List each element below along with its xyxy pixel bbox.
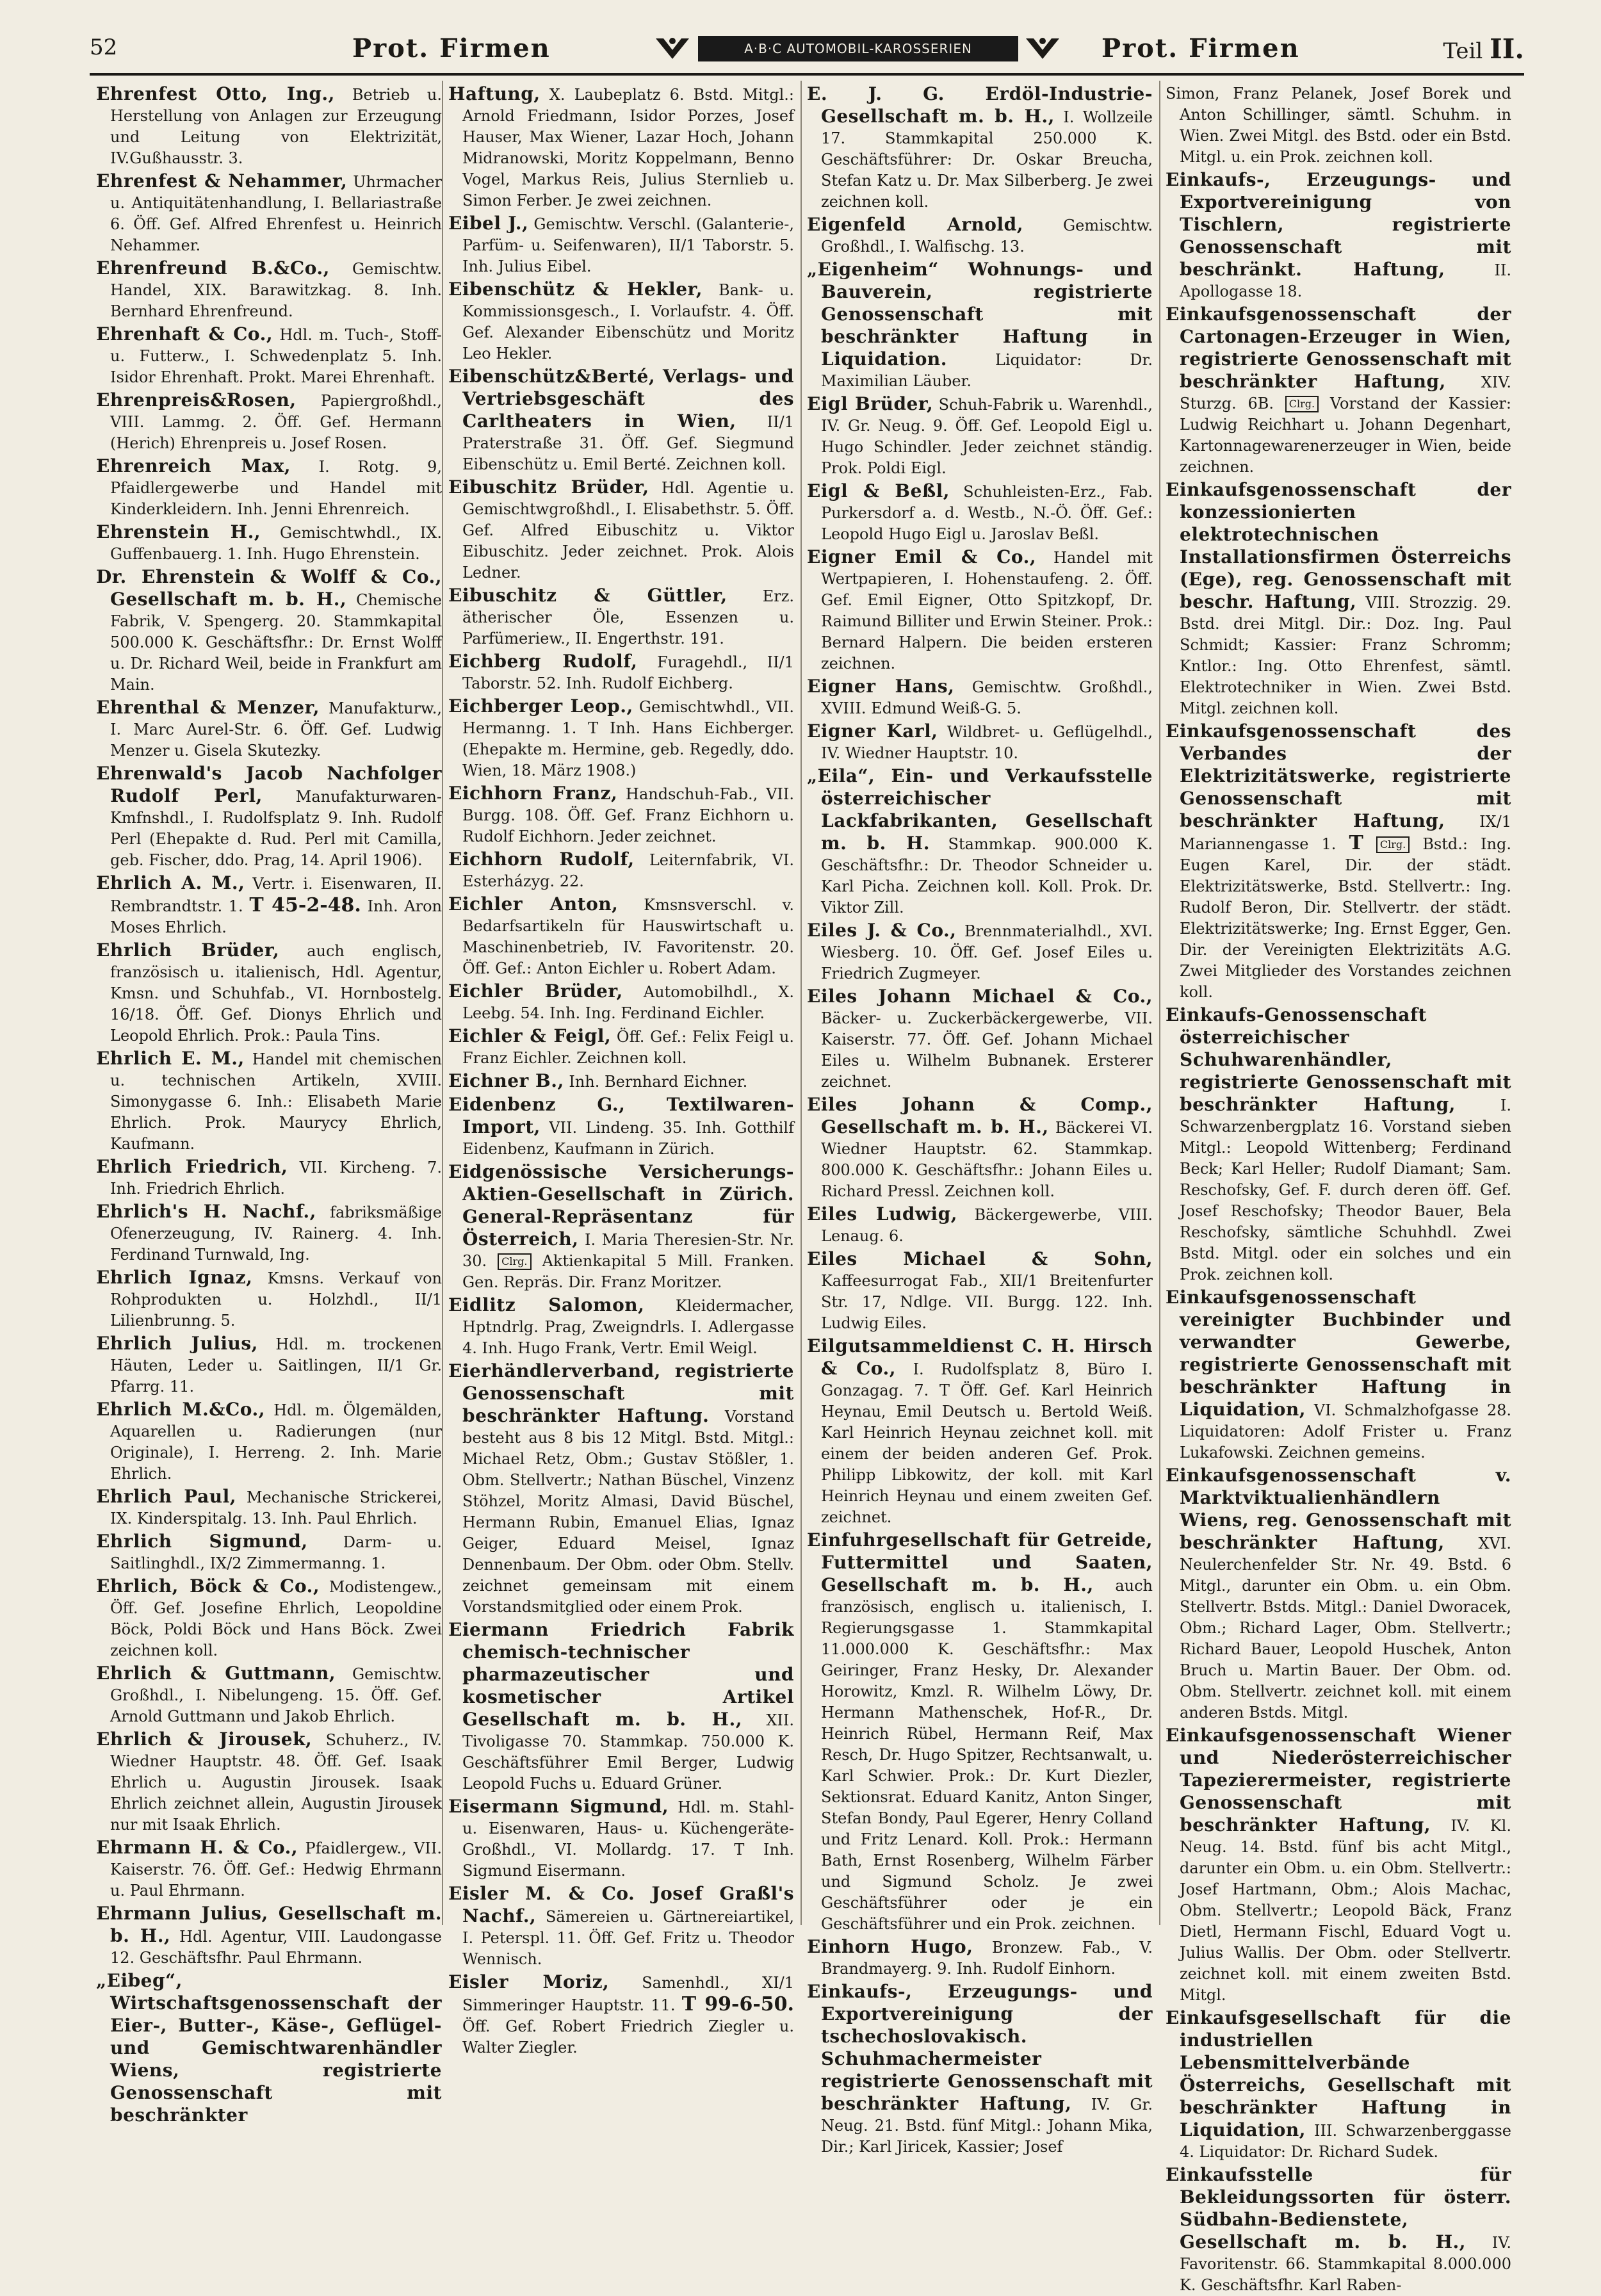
entry-text: Hdl. m. Stahl- u. Eisenwaren, Haus- u. Küchengeräte-Großhdl., VI. Mollardg. 17. T Inh. Sigmund Eisermann. xyxy=(462,1798,794,1880)
entry-text: Bäckergewerbe, VIII. Lenaug. 6. xyxy=(821,1206,1153,1245)
entry-text: XII. Tivoligasse 70. Stammkap. 750.000 K. Geschäftsführer Emil Berger, Ludwig Leopold Fuchs u. Eduard Grüner. xyxy=(462,1711,794,1793)
entry-text: Hdl. m. Tuch-, Stoff- u. Futterw., I. Schwedenplatz 5. Inh. Isidor Ehrenhaft. Prokt. Marei Ehrenhaft. xyxy=(110,326,442,386)
directory-entry xyxy=(807,83,1153,213)
entry-text: Papiergroßhdl., VIII. Lammg. 2. Öff. Gef. Hermann (Herich) Ehrenpreis u. Josef Rosen. xyxy=(110,392,442,452)
firm-name: Einkaufs-, Erzeugungs- und Exportvereinigung von Tischlern, registrierte Genossenschaft mit beschränkt. Haftung, xyxy=(1166,169,1511,280)
directory-entry xyxy=(807,765,1153,918)
running-title-left: Prot. Firmen xyxy=(352,33,551,63)
firm-name: Einkaufsgenossenschaft der Cartonagen-Erzeuger in Wien, registrierte Genossenschaft mit beschränkter Haftung, xyxy=(1166,304,1511,392)
firm-name: Einkaufsgenossenschaft v. Marktviktualienhändlern Wiens, reg. Genossenschaft mit beschränkter Haftung, xyxy=(1166,1465,1511,1553)
directory-entry xyxy=(96,940,442,1046)
directory-entry xyxy=(96,1531,442,1574)
advertisement-banner xyxy=(653,33,1063,64)
firm-name: Eichberg Rudolf, xyxy=(448,651,638,672)
directory-entry xyxy=(96,1663,442,1727)
firm-name: Eigl Brüder, xyxy=(807,393,934,414)
entry-text: II. Apollogasse 18. xyxy=(1180,261,1511,300)
entry-text: I. Schwarzenbergplatz 16. Vorstand sieben Mitgl.: Leopold Wittenberg; Ferdinand Beck; Karl Heller; Rudolf Diamant; Sam. Reschofsky, Gef. F. durch deren öff. Gef. Josef Reschofsky; Theodor Bauer, Bela Reschofsky, sämtliche Schuhhdl. Zwei Bstd. Mitgl. oder ein solches und ein Prok. zeichnen koll. xyxy=(1180,1096,1511,1283)
entry-text: XIV. Sturzg. 6B. xyxy=(1180,373,1511,412)
entry-text: Simon, Franz Pelanek, Josef Borek und Anton Schillinger, sämtl. Schuhm. in Wien. Zwei Mitgl. des Bstd. oder ein Bstd. Mitgl. u. ein Prok. zeichnen koll. xyxy=(1166,85,1511,166)
part-label: Teil II. xyxy=(1443,33,1524,65)
firm-name: Eidenbenz G., Textilwaren-Import, xyxy=(448,1094,794,1137)
entry-text: Handel mit Wertpapieren, I. Hohenstaufeng. 2. Öff. Gef. Emil Eigner, Otto Spitzkopf, Dr. Raimund Billiter und Erwin Steiner. Prok.: Bernard Halpern. Die beiden ersteren zeichnen. xyxy=(821,549,1153,672)
firm-name: Eigner Karl, xyxy=(807,721,938,742)
firm-name: Ehrlich Brüder, xyxy=(96,940,280,961)
page-number: 52 xyxy=(90,35,118,60)
entry-text: Bäckerei VI. Wiedner Hauptstr. 62. Stammkap. 800.000 K. Geschäftsfhr.: Johann Eiles u. Richard Pressl. Zeichnen koll. xyxy=(821,1119,1153,1200)
entry-text: Inh. Bernhard Eichner. xyxy=(569,1073,748,1091)
entry-text: Hdl. Agentie u. Gemischtwgroßhdl., I. Elisabethstr. 5. Öff. Gef. Alfred Eibuschitz u. Viktor Eibuschitz. Jeder zeichnet. Prok. Alois Ledner. xyxy=(462,479,794,582)
directory-entry xyxy=(807,259,1153,392)
entry-text: Öff. Gef.: Felix Feigl u. Franz Eichler. Zeichnen koll. xyxy=(462,1028,794,1067)
firm-name: Eichler Anton, xyxy=(448,893,619,915)
entry-text: I. Maria Theresien-Str. Nr. 30. xyxy=(462,1231,794,1270)
directory-entry xyxy=(96,1837,442,1901)
directory-entry xyxy=(96,1333,442,1397)
entry-text: Aktienkapital 5 Mill. Franken. Gen. Repräs. Dir. Franz Moritzer. xyxy=(462,1252,794,1291)
firm-name: Einkaufsgenossenschaft vereinigter Buchbinder und verwandter Gewerbe, registrierte Genossenschaft mit beschränkter Haftung in Liquidation, xyxy=(1166,1287,1511,1420)
entry-text: I. Wollzeile 17. Stammkapital 250.000 K. Geschäftsführer: Dr. Oskar Breucha, Stefan Katz u. Dr. Max Silberberg. Je zwei zeichnen koll. xyxy=(821,108,1153,211)
entry-text: Handel mit chemischen u. technischen Artikeln, XVIII. Simonygasse 6. Inh.: Elisabeth Marie Ehrlich. Prok. Maurycy Ehrlich, Kaufmann. xyxy=(110,1050,442,1153)
firm-name: Eiles Ludwig, xyxy=(807,1203,957,1225)
directory-entry xyxy=(1166,479,1511,719)
entry-text: Vorstand besteht aus 8 bis 12 Mitgl. Bstd. Mitgl.: Michael Retz, Obm.; Gustav Stößler, 1. Obm. Stellvertr.; Nathan Büschel, Vinzenz Stöhzel, Moritz Almasi, David Büschel, Hermann Rubin, Emanuel Elias, Ignaz Geiger, Eduard Meisel, Ignaz Dennenbaum. Der Obm. oder Obm. Stellv. zeichnet gemeinsam mit einem Vorstandsmitglied oder einem Prok. xyxy=(462,1408,794,1616)
firm-name: Haftung, xyxy=(448,83,540,104)
entry-text: I. Rudolfsplatz 8, Büro I. Gonzagag. 7. T Öff. Gef. Karl Heinrich Heynau, Emil Deutsch u. Bertold Weiß. Karl Heinrich Heynau zeichnet koll. mit einem der beiden anderen Gef. Prok. Philipp Libkowitz, der koll. mit Karl Heinrich Heynau und einem zweiten Gef. zeichnet. xyxy=(821,1360,1153,1526)
firm-name: Einkaufsgenossenschaft der konzessionierten elektrotechnischen Installationsfirmen Österreichs (Ege), reg. Genossenschaft mit beschr. Haftung, xyxy=(1166,479,1511,612)
entry-text: Wildbret- u. Geflügelhdl., IV. Wiedner Hauptstr. 10. xyxy=(821,723,1153,762)
directory-entry xyxy=(1166,1465,1511,1723)
firm-name: Ehrlich's H. Nachf., xyxy=(96,1201,316,1222)
entry-text: Schuh-Fabrik u. Warenhdl., IV. Gr. Neug. 9. Öff. Gef. Leopold Eigl u. Hugo Schindler. Jeder zeichnet ständig. Prok. Poldi Eigl. xyxy=(821,396,1153,477)
entry-text: Vertr. i. Eisenwaren, II. Rembrandtstr. 1. xyxy=(110,875,442,915)
firm-name: Eiles Michael & Sohn, xyxy=(807,1248,1153,1269)
firm-name: Eiles Johann Michael & Co., xyxy=(807,986,1153,1007)
entry-text: Leiternfabrik, VI. Esterházyg. 22. xyxy=(462,851,794,890)
directory-entry xyxy=(807,1936,1153,1980)
entry-text: Modistengew., Öff. Gef. Josefine Ehrlich, Leopoldine Böck, Poldi Böck und Hans Böck. Zwei zeichnen koll. xyxy=(110,1578,442,1659)
directory-entry xyxy=(96,83,442,169)
directory-entry xyxy=(448,279,794,364)
entry-text: Mechanische Strickerei, IX. Kinderspitalg. 13. Inh. Paul Ehrlich. xyxy=(110,1488,442,1527)
directory-entry xyxy=(96,1729,442,1836)
entry-text: Gemischtw. Großhdl., I. Walfischg. 13. xyxy=(821,216,1153,256)
firm-name: Eibuschitz Brüder, xyxy=(448,476,649,498)
entry-text: IV. Kl. Neug. 14. Bstd. fünf bis acht Mitgl., darunter ein Obm. u. ein Obm. Stellvertr.: Josef Hartmann, Obm.; Alois Machac, Obm. Stellvertr.; Leopold Bäck, Franz Dietl, Hermann Fischl, Eduard Vogt u. Julius Wallis. Der Obm. oder Stellvertr. zeichnet koll. mit einem zweiten Bstd. Mitgl. xyxy=(1180,1817,1511,2004)
register-badge: Clrg. xyxy=(1376,836,1410,853)
entry-text: Kmsnsverschl. v. Bedarfsartikeln für Hauswirtschaft u. Maschinenbetrieb, IV. Favoritenstr. 20. Öff. Gef.: Anton Eichler u. Robert Adam. xyxy=(462,896,794,977)
entry-text: Betrieb u. Herstellung von Anlagen zur Erzeugung und Leitung von Elektrizität, IV.Gußhausstr. 3. xyxy=(110,86,442,167)
entry-text: Bäcker- u. Zuckerbäckergewerbe, VII. Kaiserstr. 77. Öff. Gef. Johann Michael Eiles u. Wilhelm Bubnanek. Ersterer zeichnet. xyxy=(821,1009,1153,1091)
directory-entry xyxy=(448,893,794,979)
entry-text: auch englisch, französisch u. italienisch, Hdl. Agentur, Kmsn. und Schuhfab., VI. Hornbostelg. 16/18. Öff. Gef. Dionys Ehrlich und Leopold Ehrlich. Prok.: Paula Tins. xyxy=(110,942,442,1045)
directory-entry xyxy=(96,323,442,388)
entry-text: Gemischtw. Großhdl., I. Nibelungeng. 15. Öff. Gef. Arnold Guttmann und Jakob Ehrlich. xyxy=(110,1665,442,1725)
entry-text: Automobilhdl., X. Leebg. 54. Inh. Ing. Ferdinand Eichler. xyxy=(462,983,794,1022)
directory-entry xyxy=(807,986,1153,1093)
firm-name: Ehrlich Paul, xyxy=(96,1486,236,1507)
firm-name: Ehrenthal & Menzer, xyxy=(96,697,320,718)
firm-name: Ehrenfest Otto, Ing., xyxy=(96,83,335,104)
directory-entry xyxy=(807,676,1153,719)
firm-name: E. J. G. Erdöl-Industrie-Gesellschaft m. b. H., xyxy=(807,83,1153,127)
column-divider xyxy=(800,81,802,1925)
entry-text: Samenhdl., XI/1 Simmeringer Hauptstr. 11. xyxy=(462,1974,794,2014)
column-divider xyxy=(1159,81,1160,1925)
firm-name: Eichberger Leop., xyxy=(448,696,633,717)
directory-entry xyxy=(807,721,1153,764)
firm-name: Eichner B., xyxy=(448,1070,564,1091)
directory-entry xyxy=(1166,169,1511,302)
entry-text: Schuhleisten-Erz., Fab. Purkersdorf a. d. Westb., N.-Ö. Öff. Gef.: Leopold Hugo Eigl u. Jaroslav Beßl. xyxy=(821,483,1153,543)
directory-entry xyxy=(96,1399,442,1485)
entry-text: X. Laubeplatz 6. Bstd. Mitgl.: Arnold Friedmann, Isidor Porzes, Josef Hauser, Max Wiener, Lazar Hoch, Johann Midranowski, Moritz Koppelmann, Benno Vogel, Markus Reis, Julius Sternlieb u. Simon Ferber. Je zwei zeichnen. xyxy=(462,86,794,209)
telephone-number: T xyxy=(1349,832,1363,854)
firm-name: „Eila“, Ein- und Verkaufsstelle österreichischer Lackfabrikanten, Gesellschaft m. b. H. xyxy=(807,765,1153,854)
firm-name: Eilgutsammeldienst C. H. Hirsch & Co., xyxy=(807,1335,1153,1379)
directory-entry xyxy=(1166,83,1511,168)
directory-entry xyxy=(96,1048,442,1155)
entry-text: IV. Favoritenstr. 66. Stammkapital 8.000.000 K. Geschäftsfhr. Karl Raben- xyxy=(1180,2234,1511,2294)
firm-name: Eisermann Sigmund, xyxy=(448,1796,669,1817)
entry-text: Chemische Fabrik, V. Spengerg. 20. Stammkapital 500.000 K. Geschäftsfhr.: Dr. Ernst Wolff u. Dr. Richard Weil, beide in Frankfurt am Main. xyxy=(110,591,442,694)
directory-entry xyxy=(448,1025,794,1069)
register-badge: Clrg. xyxy=(1285,396,1319,412)
firm-name: Einkaufsstelle für Bekleidungssorten für österr. Südbahn-Bedienstete, Gesellschaft m. b. H., xyxy=(1166,2164,1511,2252)
entry-text: Kmsns. Verkauf von Rohprodukten u. Holzhdl., II/1 Lilienbrunng. 5. xyxy=(110,1269,442,1330)
directory-entry xyxy=(1166,304,1511,478)
directory-entry xyxy=(96,566,442,696)
entry-text: II/1 Praterstraße 31. Öff. Gef. Siegmund Eibenschütz u. Emil Berté. Zeichnen koll. xyxy=(462,413,794,473)
directory-entry xyxy=(96,1970,442,2127)
firm-name: Ehrlich M.&Co., xyxy=(96,1399,265,1420)
entry-text: Gemischtw. Handel, XIX. Barawitzkag. 8. Inh. Bernhard Ehrenfreund. xyxy=(110,260,442,320)
entry-text: Brennmaterialhdl., XVI. Wiesberg. 10. Öff. Gef. Josef Eiles u. Friedrich Zugmeyer. xyxy=(821,922,1153,982)
entry-text: Inh. Aron Moses Ehrlich. xyxy=(110,897,442,936)
firm-name: Einkaufsgenossenschaft des Verbandes der Elektrizitätswerke, registrierte Genossenschaft mit beschränkter Haftung, xyxy=(1166,721,1511,831)
directory-entry xyxy=(1166,1287,1511,1463)
firm-name: Ehrlich Ignaz, xyxy=(96,1267,253,1288)
firm-name: Einkaufsgenossenschaft Wiener und Niederösterreichischer Tapezierermeister, registrierte Genossenschaft mit beschränkter Haftung, xyxy=(1166,1725,1511,1836)
directory-entry xyxy=(1166,1004,1511,1285)
firm-name: Eidgenössische Versicherungs-Aktien-Gesellschaft in Zürich. General-Repräsentanz für Österreich, xyxy=(448,1161,794,1250)
entry-text: Gemischtwhdl., IX. Guffenbauerg. 1. Inh. Hugo Ehrenstein. xyxy=(110,524,442,563)
entry-text: IV. Gr. Neug. 21. Bstd. fünf Mitgl.: Johann Mika, Dir.; Karl Jiricek, Kassier; Josef xyxy=(821,2096,1153,2156)
entry-text: auch französisch, englisch u. italienisch, I. Regierungsgasse 1. Stammkapital 11.000.000 K. Geschäftsfhr.: Max Geiringer, Franz Hesky, Dr. Alexander Horowitz, Kmzl. R. Wilhelm Löwy, Dr. Hermann Mathenschek, Hof-R., Dr. Heinrich Rübel, Hermann Reif, Max Resch, Dr. Hugo Spitzer, Rechtsanwalt, u. Karl Schwier. Prok.: Dr. Kurt Diezler, Sektionsrat. Eduard Kanitz, Anton Singer, Stefan Bondy, Paul Egerer, Henry Colland und Fritz Lenard. Koll. Prok.: Hermann Bath, Ernst Rosenberg, Wilhelm Färber und Sigmund Scholz. Je zwei Geschäftsführer oder je ein Geschäftsführer und ein Prok. zeichnen. xyxy=(821,1577,1153,1933)
firm-name: Eibuschitz & Güttler, xyxy=(448,585,727,606)
firm-name: Eidlitz Salomon, xyxy=(448,1294,645,1315)
firm-name: Ehrmann H. & Co., xyxy=(96,1837,298,1858)
entry-text: VII. Lindeng. 35. Inh. Gotthilf Eidenbenz, Kaufmann in Zürich. xyxy=(462,1119,794,1158)
firm-name: Ehrenwald's Jacob Nachfolger Rudolf Perl, xyxy=(96,763,442,806)
directory-entry xyxy=(807,1203,1153,1247)
directory-entry xyxy=(96,1201,442,1266)
entry-text: Gemischtw. Verschl. (Galanterie-, Parfüm- u. Seifenwaren), II/1 Taborstr. 5. Inh. Julius Eibel. xyxy=(462,215,794,275)
directory-entry xyxy=(448,651,794,694)
entry-text: Erz. ätherischer Öle, Essenzen u. Parfümeriew., II. Engerthstr. 191. xyxy=(462,587,794,647)
directory-entry xyxy=(448,1883,794,1970)
entry-text: III. Schwarzenberggasse 4. Liquidator: Dr. Richard Sudek. xyxy=(1180,2122,1511,2161)
firm-name: Eichhorn Franz, xyxy=(448,783,618,804)
entry-text: Kleidermacher, Hptndrlg. Prag, Zweigndrls. I. Adlergasse 4. Inh. Hugo Frank, Vertr. Emil Weigl. xyxy=(462,1297,794,1357)
entry-text: Handschuh-Fab., VII. Burgg. 108. Öff. Gef. Franz Eichhorn u. Rudolf Eichhorn. Jeder zeichnet. xyxy=(462,785,794,845)
entry-text: Vorstand der Kassier: Ludwig Reichhart u. Johann Degenhart, Kartonnagewarenerzeuger in Wien, beide zeichnen. xyxy=(1180,395,1511,476)
entry-text: Sämereien u. Gärtnereiartikel, I. Peterspl. 11. Öff. Gef. Fritz u. Theodor Wennisch. xyxy=(462,1908,794,1968)
directory-entry xyxy=(96,257,442,322)
entry-text: VI. Schmalzhofgasse 28. Liquidatoren: Adolf Frister u. Franz Lukafowski. Zeichnen gemeins. xyxy=(1180,1401,1511,1461)
firm-name: Ehrenfreund B.&Co., xyxy=(96,257,330,279)
firm-name: Eichler & Feigl, xyxy=(448,1025,612,1046)
firm-name: „Eigenheim“ Wohnungs- und Bauverein, registrierte Genossenschaft mit beschränkter Haftung in Liquidation. xyxy=(807,259,1153,370)
directory-entry xyxy=(448,1161,794,1293)
firm-name: Eibel J., xyxy=(448,213,529,234)
entry-text: Kaffeesurrogat Fab., XII/1 Breitenfurter Str. 17, Ndlge. VII. Burgg. 122. Inh. Ludwig Eiles. xyxy=(821,1272,1153,1332)
entry-text: VIII. Strozzig. 29. Bstd. drei Mitgl. Dir.: Doz. Ing. Paul Schmidt; Kassier: Franz Schromm; Kntlor.: Ing. Otto Ehrenfest, sämtl. Elektrotechniker in Wien. Zwei Bstd. Mitgl. zeichnen koll. xyxy=(1180,594,1512,717)
entry-text: Bstd.: Ing. Eugen Karel, Dir. der städt. Elektrizitätswerke, Bstd. Stellvertr.: Ing. Rudolf Beron, Dir. Stellvertr. der städt. Elektrizitätswerke; Ing. Ernst Egger, Gen. Dir. der Vereinigten Elektrizitäts A.G. Zwei Mitglieder des Vorstandes zeichnen koll. xyxy=(1180,835,1511,1001)
entry-text: XVI. Neulerchenfelder Str. Nr. 49. Bstd. 6 Mitgl., darunter ein Obm. u. ein Obm. Stellvertr. Bstds. Mitgl.: Daniel Dworacek, Obm.; Richard Lager, Obm. Stellvertr.; Richard Bauer, Leopold Huschek, Anton Bruch u. Martin Bauer. Der Obm. od. Obm. Stellvertr. zeichnet koll. mit einem anderen Bstds. Mitgl. xyxy=(1180,1535,1511,1722)
directory-entry xyxy=(448,1619,794,1795)
entry-text: Liquidator: Dr. Maximilian Läuber. xyxy=(821,351,1153,390)
page-header xyxy=(90,32,1524,68)
directory-entry xyxy=(807,1248,1153,1334)
firm-name: Ehrlich & Guttmann, xyxy=(96,1663,336,1684)
text-column-2 xyxy=(448,83,794,2056)
entry-text: Öff. Gef. Robert Friedrich Ziegler u. Walter Ziegler. xyxy=(462,2017,794,2056)
directory-entry xyxy=(448,783,794,847)
directory-entry xyxy=(448,696,794,781)
firm-name: Eigenfeld Arnold, xyxy=(807,214,1023,235)
directory-entry xyxy=(448,83,794,211)
firm-name: Eichler Brüder, xyxy=(448,981,623,1002)
firm-name: Ehrenpreis&Rosen, xyxy=(96,389,297,411)
directory-entry xyxy=(96,872,442,938)
directory-entry xyxy=(448,981,794,1024)
firm-name: Eiles J. & Co., xyxy=(807,920,957,941)
firm-name: Ehrlich A. M., xyxy=(96,872,245,893)
entry-text: Gemischtw. Großhdl., XVIII. Edmund Weiß-G. 5. xyxy=(821,678,1153,717)
entry-text: Uhrmacher u. Antiquitätenhandlung, I. Bellariastraße 6. Öff. Gef. Alfred Ehrenfest u. Heinrich Nehammer. xyxy=(110,173,442,254)
firm-name: Eichhorn Rudolf, xyxy=(448,849,635,870)
firm-name: Einhorn Hugo, xyxy=(807,1936,973,1957)
firm-name: Ehrlich E. M., xyxy=(96,1048,245,1069)
running-title-right: Prot. Firmen xyxy=(1101,33,1300,63)
entry-text: Stammkap. 900.000 K. Geschäftsfhr.: Dr. Theodor Schneider u. Karl Picha. Zeichnen koll. Koll. Prok. Dr. Viktor Zill. xyxy=(821,835,1153,916)
directory-entry xyxy=(1166,2007,1511,2163)
directory-entry xyxy=(448,1070,794,1093)
entry-text: fabriksmäßige Ofenerzeugung, IV. Rainerg. 4. Inh. Ferdinand Turnwald, Ing. xyxy=(110,1203,442,1264)
firm-name: Einkaufs-Genossenschaft österreichischer Schuhwarenhändler, registrierte Genossenschaft mit beschränkter Haftung, xyxy=(1166,1004,1511,1115)
header-rule xyxy=(90,73,1524,76)
firm-name: Eiles Johann & Comp., Gesellschaft m. b. H., xyxy=(807,1094,1153,1137)
directory-entry xyxy=(807,1981,1153,2158)
entry-text: Bank- u. Kommissionsgesch., I. Vorlaufstr. 4. Öff. Gef. Alexander Eibenschütz und Moritz Leo Hekler. xyxy=(462,281,794,362)
directory-entry xyxy=(448,1796,794,1882)
entry-text: I. Rotg. 9, Pfaidlergewerbe und Handel mit Kinderkleidern. Inh. Jenni Ehrenreich. xyxy=(110,458,442,518)
directory-entry xyxy=(96,1156,442,1200)
entry-text: Gemischtwhdl., VII. Hermanng. 1. T Inh. Hans Eichberger. (Ehepakte m. Hermine, geb. Regedly, ddo. Wien, 18. März 1908.) xyxy=(462,698,794,779)
firm-name: Eiermann Friedrich Fabrik chemisch-technischer pharmazeutischer und kosmetischer Artikel Gesellschaft m. b. H., xyxy=(448,1619,794,1730)
emblem-icon xyxy=(653,33,693,64)
entry-text: IX/1 Mariannengasse 1. xyxy=(1180,813,1511,853)
directory-entry xyxy=(96,389,442,454)
directory-entry xyxy=(448,849,794,892)
firm-name: Ehrlich & Jirousek, xyxy=(96,1729,313,1750)
directory-entry xyxy=(96,1575,442,1661)
entry-text: Furagehdl., II/1 Taborstr. 52. Inh. Rudolf Eichberg. xyxy=(462,653,794,692)
directory-entry xyxy=(96,1903,442,1969)
entry-text: Manufakturw., I. Marc Aurel-Str. 6. Öff. Gef. Ludwig Menzer u. Gisela Skutezky. xyxy=(110,699,442,760)
directory-entry xyxy=(96,1267,442,1331)
directory-entry xyxy=(96,1486,442,1529)
firm-name: Ehrlich Sigmund, xyxy=(96,1531,308,1552)
directory-entry xyxy=(1166,1725,1511,2006)
emblem-icon xyxy=(1023,33,1063,64)
firm-name: Ehrenreich Max, xyxy=(96,455,291,476)
firm-name: Ehrlich Julius, xyxy=(96,1333,258,1354)
directory-entry xyxy=(807,920,1153,984)
directory-entry xyxy=(807,1529,1153,1935)
telephone-number: T 45-2-48. xyxy=(249,894,361,916)
directory-entry xyxy=(807,1094,1153,1202)
register-badge: Clrg. xyxy=(498,1253,531,1270)
directory-entry xyxy=(96,763,442,871)
column-divider xyxy=(442,81,443,1925)
firm-name: Einkaufsgesellschaft für die industriellen Lebensmittelverbände Österreichs, Gesellschaft mit beschränkter Haftung in Liquidation, xyxy=(1166,2007,1511,2140)
directory-entry xyxy=(807,546,1153,674)
firm-name: Eisler Moriz, xyxy=(448,1971,610,1992)
directory-entry xyxy=(807,393,1153,479)
directory-entry xyxy=(448,366,794,475)
directory-entry xyxy=(448,1294,794,1359)
firm-name: „Eibeg“, Wirtschaftsgenossenschaft der Eier-, Butter-, Käse-, Geflügel- und Gemischtwarenhändler Wiens, registrierte Genossenschaft mit beschränkter xyxy=(96,1970,442,2126)
firm-name: Ehrenstein H., xyxy=(96,521,261,542)
text-column-4 xyxy=(1166,83,1512,2294)
directory-entry xyxy=(448,1094,794,1160)
firm-name: Eigl & Beßl, xyxy=(807,480,950,501)
directory-entry xyxy=(448,1360,794,1618)
entry-text: Pfaidlergew., VII. Kaiserstr. 76. Öff. Gef.: Hedwig Ehrmann u. Paul Ehrmann. xyxy=(110,1839,442,1900)
directory-entry xyxy=(448,213,794,277)
firm-name: Ehrmann Julius, Gesellschaft m. b. H., xyxy=(96,1903,442,1946)
firm-name: Ehrenhaft & Co., xyxy=(96,323,273,345)
firm-name: Dr. Ehrenstein & Wolff & Co., Gesellschaft m. b. H., xyxy=(96,566,442,610)
directory-entry xyxy=(448,1971,794,2058)
entry-text: Bronzew. Fab., V. Brandmayerg. 9. Inh. Rudolf Einhorn. xyxy=(821,1939,1153,1978)
text-column-3 xyxy=(807,83,1153,2156)
banner-text: A·B·C AUTOMOBIL-KAROSSERIEN xyxy=(698,36,1018,61)
firm-name: Eibenschütz&Berté, Verlags- und Vertriebsgeschäft des Carltheaters in Wien, xyxy=(448,366,794,432)
firm-name: Eigner Emil & Co., xyxy=(807,546,1037,567)
directory-entry xyxy=(1166,2164,1511,2296)
entry-text: Hdl. Agentur, VIII. Laudongasse 12. Geschäftsfhr. Paul Ehrmann. xyxy=(110,1928,442,1967)
firm-name: Eigner Hans, xyxy=(807,676,955,697)
directory-entry xyxy=(96,170,442,256)
directory-entry xyxy=(96,521,442,565)
firm-name: Ehrlich Friedrich, xyxy=(96,1156,288,1177)
telephone-number: T 99-6-50. xyxy=(681,1993,794,2015)
firm-name: Einkaufs-, Erzeugungs- und Exportvereinigung der tschechoslovakisch. Schuhmachermeister registrierte Genossenschaft mit beschränkter Haftung, xyxy=(807,1981,1153,2114)
entry-text: Darm- u. Saitlinghdl., IX/2 Zimmermanng. 1. xyxy=(110,1533,442,1572)
entry-text: Manufakturwaren-Kmfnshdl., I. Rudolfsplatz 9. Inh. Rudolf Perl (Ehepakte d. Rud. Perl mit Camilla, geb. Fischer, ddo. Prag, 14. April 1906). xyxy=(110,788,442,869)
directory-entry xyxy=(1166,721,1511,1003)
entry-text: Schuherz., IV. Wiedner Hauptstr. 48. Öff. Gef. Isaak Ehrlich u. Augustin Jirousek. Isaak Ehrlich zeichnet allein, Augustin Jirousek nur mit Isaak Ehrlich. xyxy=(110,1731,442,1834)
directory-entry xyxy=(807,1335,1153,1528)
firm-name: Einfuhrgesellschaft für Getreide, Futtermittel und Saaten, Gesellschaft m. b. H., xyxy=(807,1529,1153,1595)
directory-entry xyxy=(807,480,1153,545)
firm-name: Eierhändlerverband, registrierte Genossenschaft mit beschränkter Haftung. xyxy=(448,1360,794,1426)
firm-name: Ehrlich, Böck & Co., xyxy=(96,1575,320,1597)
entry-text: VII. Kircheng. 7. Inh. Friedrich Ehrlich. xyxy=(110,1159,442,1198)
firm-name: Ehrenfest & Nehammer, xyxy=(96,170,348,191)
firm-name: Eibenschütz & Hekler, xyxy=(448,279,703,300)
directory-entry xyxy=(96,697,442,761)
text-column-1 xyxy=(96,83,442,2126)
directory-entry xyxy=(96,455,442,520)
firm-name: Eisler M. & Co. Josef Graßl's Nachf., xyxy=(448,1883,794,1926)
entry-text: Hdl. m. Ölgemälden, Aquarellen u. Radierungen (nur Originale), I. Herreng. 2. Inh. Marie Ehrlich. xyxy=(110,1401,442,1483)
entry-text: Hdl. m. trockenen Häuten, Leder u. Saitlingen, II/1 Gr. Pfarrg. 11. xyxy=(110,1335,442,1396)
directory-entry xyxy=(807,214,1153,257)
directory-entry xyxy=(448,585,794,649)
directory-entry xyxy=(448,476,794,583)
